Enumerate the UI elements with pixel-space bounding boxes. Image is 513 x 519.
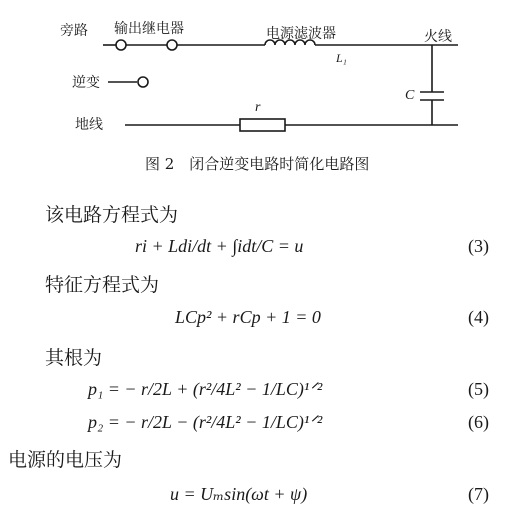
relay-contact-left xyxy=(116,40,126,50)
equation-6-number: (6) xyxy=(468,412,489,432)
label-relay: 输出继电器 xyxy=(114,21,184,37)
label-live: 火线 xyxy=(424,29,452,45)
equation-7-number: (7) xyxy=(468,484,489,504)
equation-3: ri + Ldi/dt + ∫idt/C = u xyxy=(135,236,304,256)
paragraph-circuit-equation: 该电路方程式为 xyxy=(45,204,179,226)
relay-contact-right xyxy=(167,40,177,50)
equation-6: p₂ = − r/2L − (r²/4L² − 1/LC)¹ᐟ² xyxy=(88,412,323,432)
equation-5: p₁ = − r/2L + (r²/4L² − 1/LC)¹ᐟ² xyxy=(88,379,323,399)
equation-3-number: (3) xyxy=(468,236,489,256)
paragraph-characteristic: 特征方程式为 xyxy=(45,274,160,296)
equation-7: u = Uₘsin(ωt + ψ) xyxy=(170,484,308,504)
label-inductor: L₁ xyxy=(336,51,347,65)
equation-5-number: (5) xyxy=(468,379,489,399)
label-bypass: 旁路 xyxy=(60,23,88,39)
label-resistor: r xyxy=(255,100,261,115)
equation-4-number: (4) xyxy=(468,307,489,327)
label-inverter: 逆变 xyxy=(72,75,100,91)
inverter-contact xyxy=(138,77,148,87)
label-filter: 电源滤波器 xyxy=(266,26,336,42)
label-ground: 地线 xyxy=(75,117,103,133)
label-capacitor: C xyxy=(405,88,415,103)
equation-4: LCp² + rCp + 1 = 0 xyxy=(175,307,321,327)
resistor-body xyxy=(240,119,285,131)
figure-caption: 图 2 闭合逆变电路时简化电路图 xyxy=(145,155,370,173)
paragraph-roots: 其根为 xyxy=(45,347,103,369)
paragraph-source-voltage: 电源的电压为 xyxy=(8,449,123,471)
